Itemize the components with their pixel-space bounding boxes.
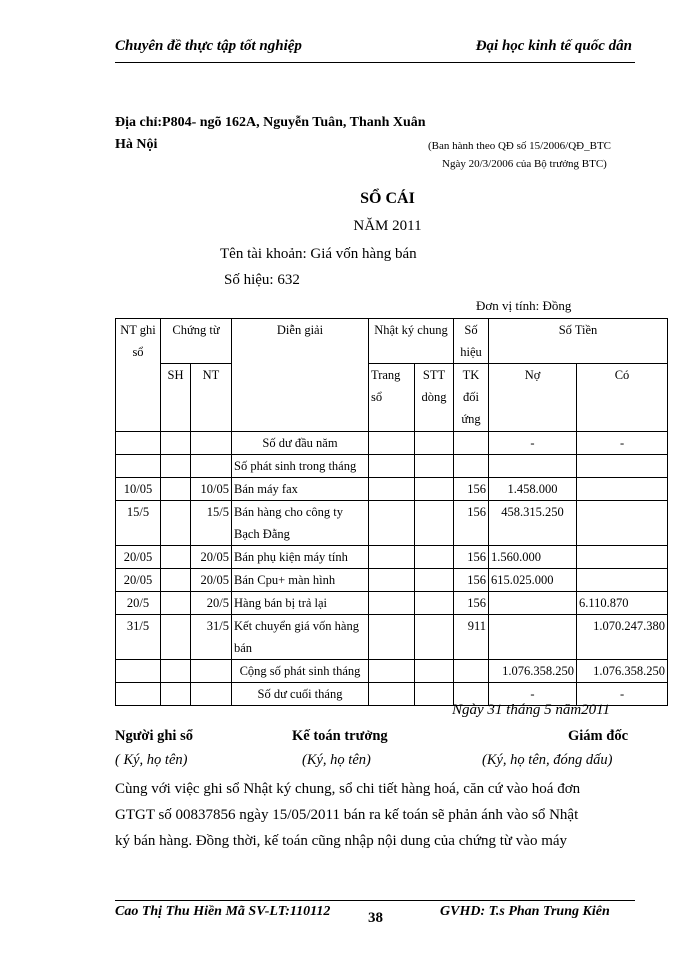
signature-director: Giám đốc bbox=[568, 728, 629, 744]
footer-student: Cao Thị Thu Hiền Mã SV-LT:110112 bbox=[115, 904, 331, 919]
ledger-date: Ngày 31 tháng 5 năm2011 bbox=[452, 702, 611, 718]
row-description: Số dư đầu năm bbox=[232, 432, 369, 455]
row-description: Bán hàng cho công ty Bạch Đằng bbox=[232, 501, 369, 546]
company-city: Hà Nội bbox=[115, 137, 158, 152]
row-description: Cộng số phát sinh tháng bbox=[232, 660, 369, 683]
header-rule bbox=[115, 62, 635, 63]
row-description: Kết chuyển giá vốn hàng bán bbox=[232, 615, 369, 660]
ledger-title: SỔ CÁI bbox=[360, 190, 415, 207]
ledger-year: NĂM 2011 bbox=[353, 218, 422, 234]
table-row: 20/5 20/5 Hàng bán bị trả lại 156 6.110.870 bbox=[116, 592, 668, 615]
col-nt: NT bbox=[191, 364, 232, 432]
table-row bbox=[116, 455, 668, 478]
col-co: Có bbox=[577, 364, 668, 432]
table-row: Số dư cuối tháng - - bbox=[116, 683, 668, 706]
signature-recorder: Người ghi sổ bbox=[115, 728, 193, 744]
footer-page-number: 38 bbox=[368, 910, 383, 926]
col-chung-tu: Chứng từ bbox=[161, 319, 232, 364]
signature-recorder-note: ( Ký, họ tên) bbox=[115, 752, 188, 768]
signature-chief-note: (Ký, họ tên) bbox=[302, 752, 371, 768]
footer-rule bbox=[115, 900, 635, 901]
regulation-line-2: Ngày 20/3/2006 của Bộ trưởng BTC) bbox=[442, 158, 607, 170]
table-row: 10/05 10/05 Bán máy fax 156 1.458.000 bbox=[116, 478, 668, 501]
table-row: 31/5 31/5 Kết chuyển giá vốn hàng bán 911 1.070.247.380 bbox=[116, 615, 668, 660]
signature-director-note: (Ký, họ tên, đóng dấu) bbox=[482, 752, 613, 768]
table-row: 15/5 15/5 Bán hàng cho công ty Bạch Đằng 156 458.315.250 bbox=[116, 501, 668, 546]
row-description: Số dư cuối tháng bbox=[232, 683, 369, 706]
paragraph-line-1: Cùng với việc ghi sổ Nhật ký chung, sổ chi tiết hàng hoá, căn cứ vào hoá đơn bbox=[115, 781, 581, 797]
account-name: Tên tài khoản: Giá vốn hàng bán bbox=[220, 246, 417, 262]
account-number: Số hiệu: 632 bbox=[224, 272, 300, 288]
col-nhat-ky-chung: Nhật ký chung bbox=[369, 319, 454, 364]
col-trang-so: Trang sổ bbox=[369, 364, 415, 432]
ledger-table bbox=[115, 318, 668, 706]
paragraph-line-3: ký bán hàng. Đồng thời, kế toán cũng nhập nội dung của chứng từ vào máy bbox=[115, 833, 568, 849]
paragraph-line-2: GTGT số 00837856 ngày 15/05/2011 bán ra kế toán sẽ phản ánh vào sổ Nhật bbox=[115, 807, 579, 823]
header-right-title: Đại học kinh tế quốc dân bbox=[475, 38, 632, 54]
table-row: 20/05 20/05 Bán Cpu+ màn hình 156 615.025.000 bbox=[116, 569, 668, 592]
col-tk-doi-ung: TK đối ứng bbox=[454, 364, 489, 432]
table-header-row-1 bbox=[116, 319, 668, 364]
footer-advisor: GVHD: T.s Phan Trung Kiên bbox=[440, 904, 610, 919]
row-description: Số phát sinh trong tháng bbox=[232, 455, 369, 478]
header-left-title: Chuyên đề thực tập tốt nghiệp bbox=[115, 38, 302, 54]
row-description: Bán Cpu+ màn hình bbox=[232, 569, 369, 592]
col-no: Nợ bbox=[489, 364, 577, 432]
table-row: Số dư đầu năm - - bbox=[116, 432, 668, 455]
signature-chief-accountant: Kế toán trưởng bbox=[292, 728, 388, 744]
table-row: Cộng số phát sinh tháng 1.076.358.250 1.076.358.250 bbox=[116, 660, 668, 683]
regulation-line-1: (Ban hành theo QĐ số 15/2006/QĐ_BTC bbox=[428, 140, 612, 152]
col-dien-giai: Diễn giải bbox=[232, 319, 369, 432]
currency-unit: Đơn vị tính: Đồng bbox=[476, 298, 572, 313]
company-address: Địa chỉ:P804- ngõ 162A, Nguyễn Tuân, Thanh Xuân bbox=[115, 115, 426, 130]
row-description: Bán phụ kiện máy tính bbox=[232, 546, 369, 569]
col-nt-ghi-so: NT ghi sổ bbox=[116, 319, 161, 432]
col-so-tien: Số Tiền bbox=[489, 319, 668, 364]
table-row: 20/05 20/05 Bán phụ kiện máy tính 156 1.560.000 bbox=[116, 546, 668, 569]
col-so-hieu: Số hiệu bbox=[454, 319, 489, 364]
row-description: Bán máy fax bbox=[232, 478, 369, 501]
row-description: Hàng bán bị trả lại bbox=[232, 592, 369, 615]
col-stt-dong: STT dòng bbox=[415, 364, 454, 432]
table-header-row-2 bbox=[116, 364, 668, 432]
col-sh: SH bbox=[161, 364, 191, 432]
